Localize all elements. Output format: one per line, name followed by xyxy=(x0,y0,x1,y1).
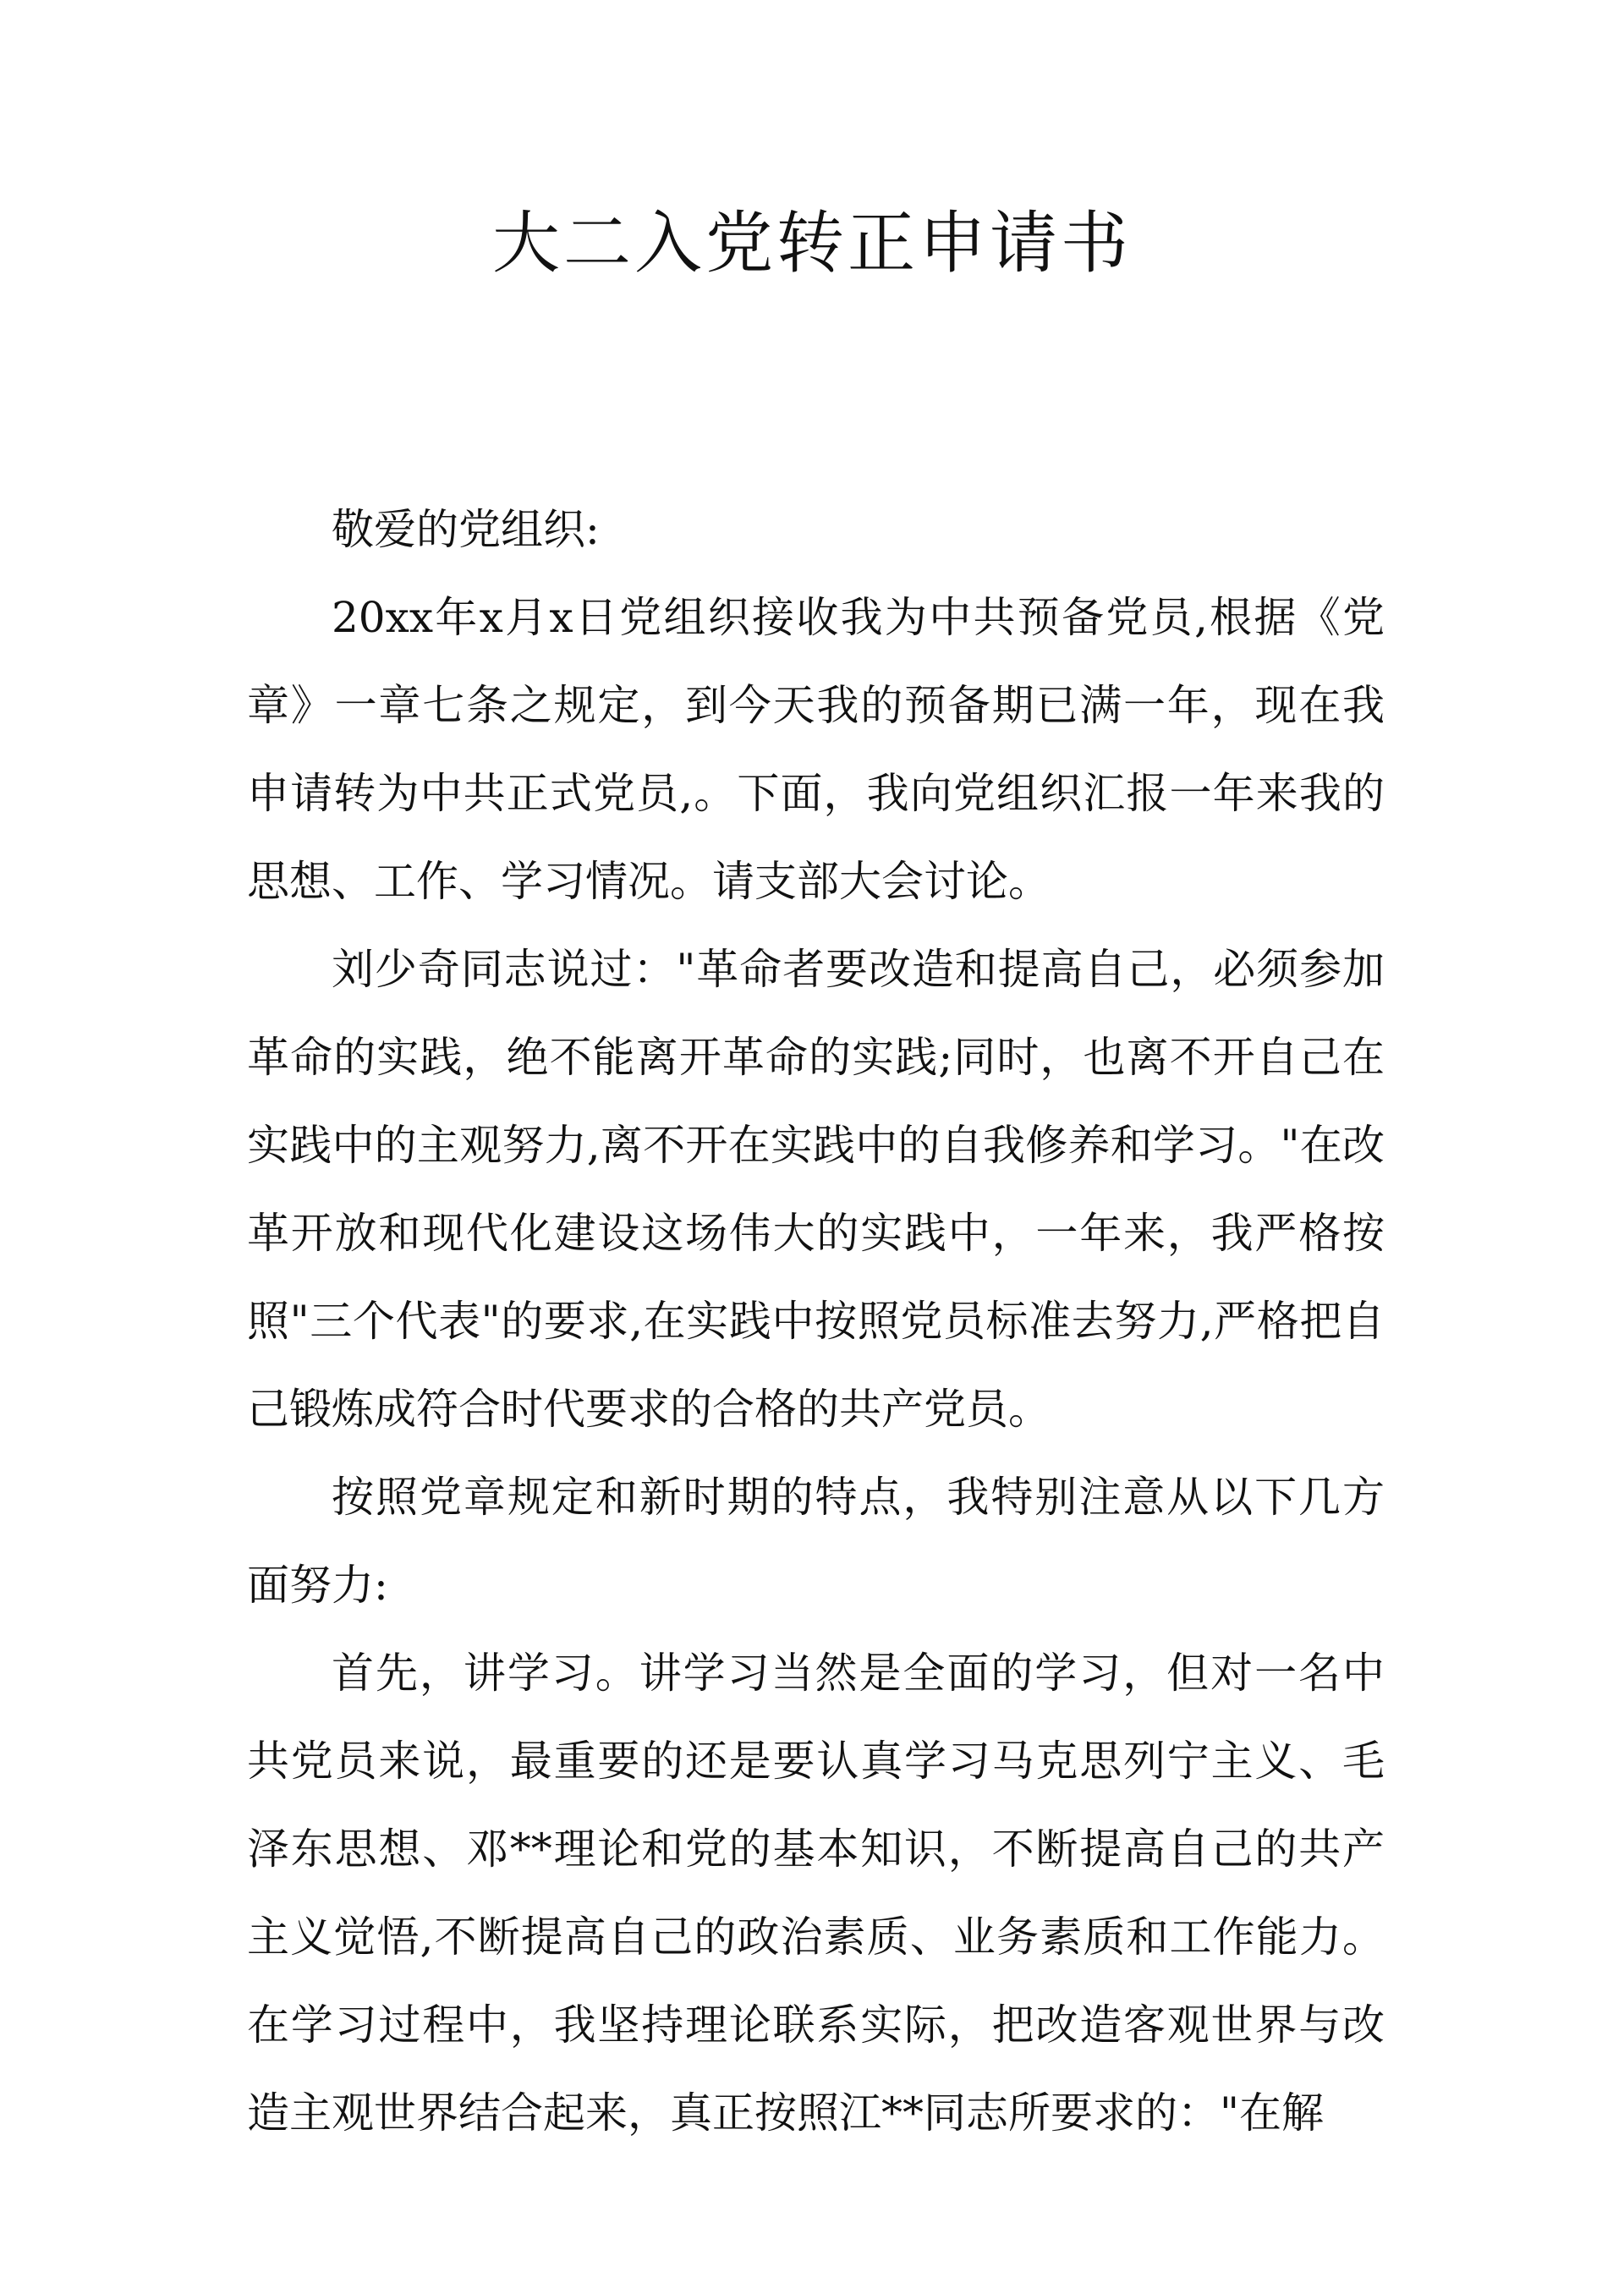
paragraph: 刘少奇同志说过："革命者要改造和提高自己，必须参加革命的实践，绝不能离开革命的实践;同时，也离不开自己在实践中的主观努力,离不开在实践中的自我修养和学习。"在改革开放和现代化建设这场伟大的实践中，一年来，我严格按照"三个代表"的要求,在实践中按照党员标准去努力,严格把自己锻炼成符合时代要求的合格的共产党员。 xyxy=(247,945,1385,1434)
document-title: 大二入党转正申请书 xyxy=(492,204,1132,283)
paragraph: 首先，讲学习。讲学习当然是全面的学习，但对一名中共党员来说，最重要的还是要认真学习马克思列宁主义、毛泽东思想、邓**理论和党的基本知识，不断提高自己的共产主义觉悟,不断提高自己的政治素质、业务素质和工作能力。在学习过程中，我坚持理论联系实际，把改造客观世界与改造主观世界结合起来，真正按照江**同志所要求的："在解 xyxy=(247,1649,1385,2138)
document-body xyxy=(247,486,1385,2157)
salutation: 敬爱的党组织: xyxy=(332,505,600,554)
paragraph: 按照党章规定和新时期的特点，我特别注意从以下几方面努力: xyxy=(247,1473,1385,1610)
paragraph: 20xx年x月x日党组织接收我为中共预备党员,根据《党章》一章七条之规定，到今天我的预备期已满一年，现在我申请转为中共正式党员,。下面，我向党组织汇报一年来我的思想、工作、学习情况。请支部大会讨论。 xyxy=(247,593,1385,906)
